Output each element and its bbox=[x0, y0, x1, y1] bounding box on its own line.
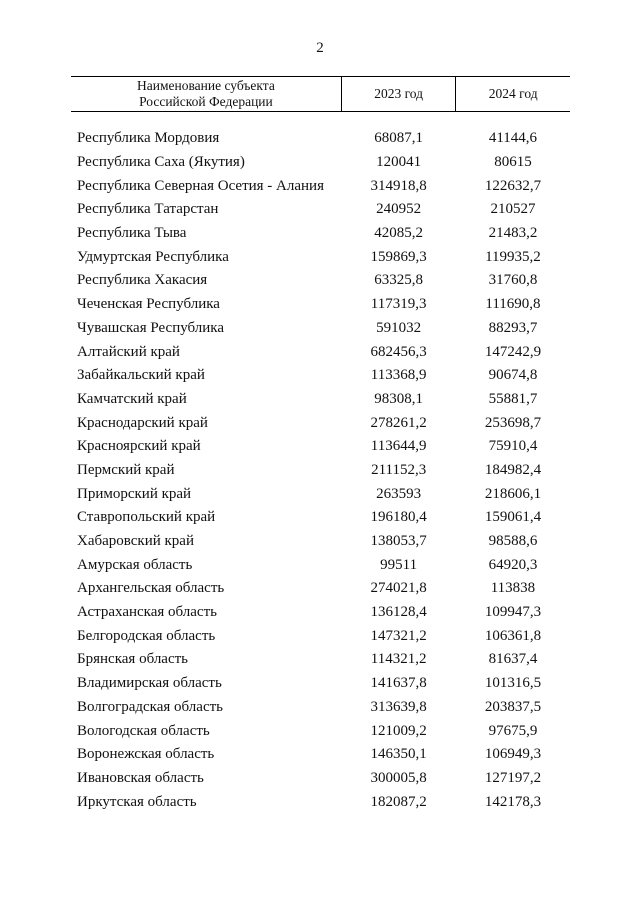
value-2023-cell: 42085,2 bbox=[374, 225, 424, 242]
region-name-cell: Республика Тыва bbox=[77, 225, 187, 242]
table-row bbox=[71, 435, 570, 459]
page-number: 2 bbox=[316, 40, 324, 56]
region-name-cell: Вологодская область bbox=[77, 722, 210, 739]
value-2023-cell: 300005,8 bbox=[370, 769, 427, 786]
table-row bbox=[71, 743, 570, 767]
value-2023-cell: 117319,3 bbox=[370, 296, 427, 313]
value-2023-cell: 591032 bbox=[376, 319, 422, 336]
value-2023-cell: 682456,3 bbox=[370, 343, 427, 360]
header-region-name-line2: Российской Федерации bbox=[139, 94, 273, 109]
value-2024-cell: 127197,2 bbox=[484, 769, 542, 786]
value-2024-cell: 88293,7 bbox=[488, 319, 538, 336]
region-name-cell: Астраханская область bbox=[77, 604, 217, 621]
region-name-cell: Архангельская область bbox=[77, 580, 225, 597]
table-row bbox=[71, 506, 570, 530]
region-name-cell: Ивановская область bbox=[77, 769, 204, 786]
header-spacer-row bbox=[71, 112, 570, 128]
table-row bbox=[71, 151, 570, 175]
table-row bbox=[71, 767, 570, 791]
table-row bbox=[71, 601, 570, 625]
value-2023-cell: 278261,2 bbox=[370, 414, 427, 431]
value-2024-cell: 90674,8 bbox=[488, 367, 538, 384]
spacer-cell bbox=[71, 112, 570, 128]
header-year-2024: 2024 год bbox=[456, 77, 570, 112]
value-2024-cell: 113838 bbox=[490, 580, 536, 597]
value-2024-cell: 97675,9 bbox=[488, 722, 538, 739]
region-name-cell: Алтайский край bbox=[77, 343, 180, 360]
value-2024-cell: 80615 bbox=[494, 154, 532, 171]
table-row bbox=[71, 317, 570, 341]
value-2024-cell: 81637,4 bbox=[488, 651, 538, 668]
value-2024-cell: 21483,2 bbox=[488, 225, 538, 242]
header-year-2023: 2023 год bbox=[341, 77, 456, 112]
region-name-cell: Чеченская Республика bbox=[77, 296, 220, 313]
value-2023-cell: 121009,2 bbox=[370, 722, 427, 739]
value-2023-cell: 113644,9 bbox=[370, 438, 427, 455]
region-name-cell: Краснодарский край bbox=[77, 414, 208, 431]
table-row bbox=[71, 340, 570, 364]
value-2023-cell: 313639,8 bbox=[370, 698, 427, 715]
value-2024-cell: 184982,4 bbox=[484, 461, 542, 478]
table-row bbox=[71, 127, 570, 151]
value-2024-cell: 210527 bbox=[490, 201, 536, 218]
region-name-cell: Чувашская Республика bbox=[77, 319, 225, 336]
value-2024-cell: 31760,8 bbox=[488, 272, 538, 289]
region-name-cell: Приморский край bbox=[77, 485, 192, 502]
table-row bbox=[71, 482, 570, 506]
table-row bbox=[71, 222, 570, 246]
table-row bbox=[71, 174, 570, 198]
region-name-cell: Камчатский край bbox=[77, 390, 187, 407]
region-name-cell: Иркутская область bbox=[77, 793, 197, 810]
region-name-cell: Забайкальский край bbox=[77, 367, 205, 384]
value-2023-cell: 147321,2 bbox=[370, 627, 427, 644]
value-2024-cell: 64920,3 bbox=[488, 556, 538, 573]
value-2024-cell: 109947,3 bbox=[484, 604, 542, 621]
table-row bbox=[71, 388, 570, 412]
value-2024-cell: 218606,1 bbox=[484, 485, 542, 502]
value-2024-cell: 203837,5 bbox=[484, 698, 542, 715]
value-2023-cell: 68087,1 bbox=[374, 130, 424, 147]
header-row bbox=[71, 77, 570, 112]
value-2023-cell: 113368,9 bbox=[370, 367, 427, 384]
table-row bbox=[71, 364, 570, 388]
region-name-cell: Республика Хакасия bbox=[77, 272, 208, 289]
value-2024-cell: 98588,6 bbox=[488, 533, 538, 550]
value-2024-cell: 55881,7 bbox=[488, 390, 538, 407]
value-2024-cell: 106361,8 bbox=[484, 627, 542, 644]
value-2024-cell: 159061,4 bbox=[484, 509, 542, 526]
value-2024-cell: 147242,9 bbox=[484, 343, 542, 360]
table-row bbox=[71, 198, 570, 222]
region-name-cell: Хабаровский край bbox=[77, 533, 194, 550]
value-2024-cell: 122632,7 bbox=[484, 177, 542, 194]
value-2023-cell: 159869,3 bbox=[370, 248, 427, 265]
value-2024-cell: 253698,7 bbox=[484, 414, 542, 431]
region-name-cell: Владимирская область bbox=[77, 675, 222, 692]
region-name-cell: Республика Северная Осетия - Алания bbox=[77, 177, 324, 194]
region-name-cell: Республика Татарстан bbox=[77, 201, 219, 218]
value-2024-cell: 119935,2 bbox=[485, 248, 541, 265]
value-2023-cell: 98308,1 bbox=[374, 390, 424, 407]
table-row bbox=[71, 459, 570, 483]
value-2023-cell: 182087,2 bbox=[370, 793, 427, 810]
region-name-cell: Амурская область bbox=[77, 556, 193, 573]
region-name-cell: Волгоградская область bbox=[77, 698, 223, 715]
region-name-cell: Ставропольский край bbox=[77, 509, 216, 526]
value-2023-cell: 263593 bbox=[376, 485, 422, 502]
value-2023-cell: 240952 bbox=[376, 201, 422, 218]
region-name-cell: Республика Саха (Якутия) bbox=[77, 154, 245, 171]
table-row bbox=[71, 648, 570, 672]
region-name-cell: Белгородская область bbox=[77, 627, 216, 644]
value-2023-cell: 141637,8 bbox=[370, 675, 427, 692]
region-name-cell: Красноярский край bbox=[77, 438, 201, 455]
header-region-name bbox=[71, 77, 341, 112]
table-row bbox=[71, 719, 570, 743]
value-2023-cell: 120041 bbox=[376, 154, 422, 171]
region-name-cell: Удмуртская Республика bbox=[77, 248, 229, 265]
table-row bbox=[71, 790, 570, 814]
table-body bbox=[71, 112, 570, 814]
header-region-name-line1: Наименование субъекта bbox=[137, 78, 275, 93]
value-2023-cell: 274021,8 bbox=[370, 580, 427, 597]
value-2024-cell: 41144,6 bbox=[488, 130, 538, 147]
value-2023-cell: 314918,8 bbox=[370, 177, 427, 194]
table-row bbox=[71, 269, 570, 293]
table-row bbox=[71, 696, 570, 720]
region-name-cell: Брянская область bbox=[77, 651, 189, 668]
table-row bbox=[71, 530, 570, 554]
region-name-cell: Республика Мордовия bbox=[77, 130, 220, 147]
table-row bbox=[71, 411, 570, 435]
value-2023-cell: 63325,8 bbox=[374, 272, 424, 289]
region-name-cell: Пермский край bbox=[77, 461, 175, 478]
table-row bbox=[71, 293, 570, 317]
table-row bbox=[71, 553, 570, 577]
value-2024-cell: 142178,3 bbox=[484, 793, 542, 810]
regions-table bbox=[71, 76, 570, 814]
value-2024-cell: 75910,4 bbox=[488, 438, 538, 455]
table-row bbox=[71, 672, 570, 696]
table-row bbox=[71, 624, 570, 648]
table-row bbox=[71, 577, 570, 601]
table-header bbox=[71, 77, 570, 112]
value-2024-cell: 101316,5 bbox=[484, 675, 542, 692]
value-2024-cell: 106949,3 bbox=[484, 746, 542, 763]
value-2023-cell: 114321,2 bbox=[370, 651, 427, 668]
value-2023-cell: 136128,4 bbox=[370, 604, 427, 621]
region-name-cell: Воронежская область bbox=[77, 746, 215, 763]
value-2023-cell: 196180,4 bbox=[370, 509, 427, 526]
value-2024-cell: 111690,8 bbox=[485, 296, 541, 313]
value-2023-cell: 146350,1 bbox=[370, 746, 427, 763]
value-2023-cell: 211152,3 bbox=[371, 461, 427, 478]
table-row bbox=[71, 245, 570, 269]
value-2023-cell: 138053,7 bbox=[370, 533, 427, 550]
value-2023-cell: 99511 bbox=[380, 556, 418, 573]
